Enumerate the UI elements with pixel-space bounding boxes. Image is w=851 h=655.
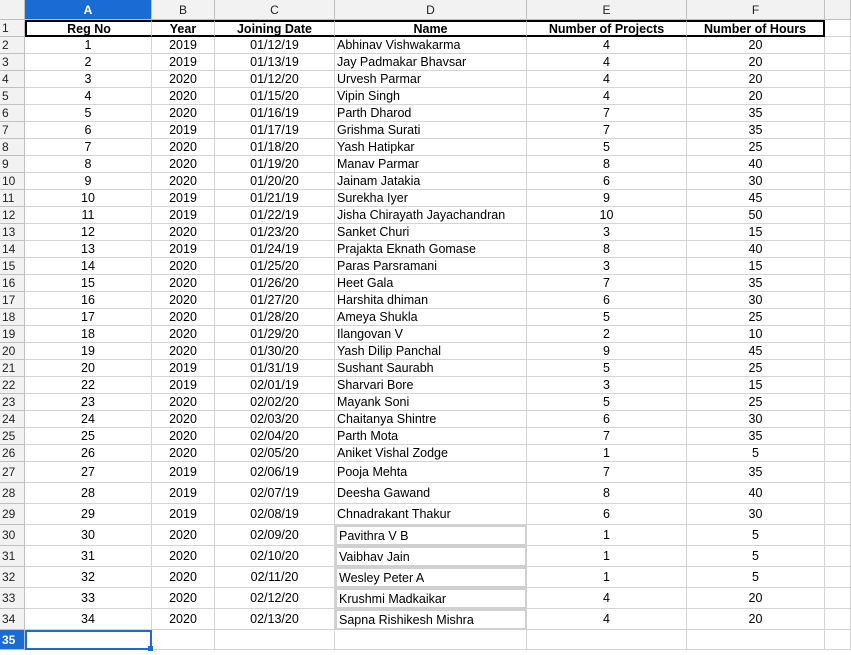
cell-joining-date[interactable]: 01/27/20	[215, 292, 335, 309]
cell-year[interactable]: 2020	[152, 588, 215, 609]
cell-joining-date[interactable]: 01/12/19	[215, 37, 335, 54]
empty-cell[interactable]	[825, 156, 851, 173]
row-header-18[interactable]: 18	[0, 309, 25, 326]
cell-joining-date[interactable]: 02/06/19	[215, 462, 335, 483]
cell-year[interactable]: 2020	[152, 258, 215, 275]
cell-projects[interactable]: 9	[527, 190, 687, 207]
row-header-11[interactable]: 11	[0, 190, 25, 207]
row-header-27[interactable]: 27	[0, 462, 25, 483]
select-all-corner[interactable]	[0, 0, 25, 20]
cell-projects[interactable]: 5	[527, 139, 687, 156]
header-cell-reg-no[interactable]: Reg No	[25, 20, 152, 37]
row-header-10[interactable]: 10	[0, 173, 25, 190]
cell-projects[interactable]: 1	[527, 525, 687, 546]
cell-name[interactable]: Vipin Singh	[335, 88, 527, 105]
cell-year[interactable]: 2020	[152, 411, 215, 428]
cell-name[interactable]: Abhinav Vishwakarma	[335, 37, 527, 54]
cell-name[interactable]: Sanket Churi	[335, 224, 527, 241]
cell-reg-no[interactable]: 33	[25, 588, 152, 609]
cell-joining-date[interactable]: 02/11/20	[215, 567, 335, 588]
cell-projects[interactable]: 5	[527, 309, 687, 326]
row-header-5[interactable]: 5	[0, 88, 25, 105]
empty-cell[interactable]	[825, 258, 851, 275]
row-header-28[interactable]: 28	[0, 483, 25, 504]
cell-joining-date[interactable]: 02/03/20	[215, 411, 335, 428]
cell-joining-date[interactable]: 02/08/19	[215, 504, 335, 525]
cell-reg-no[interactable]: 24	[25, 411, 152, 428]
cell-joining-date[interactable]: 01/19/20	[215, 156, 335, 173]
cell-joining-date[interactable]: 01/15/20	[215, 88, 335, 105]
cell-reg-no[interactable]: 23	[25, 394, 152, 411]
empty-cell[interactable]	[825, 394, 851, 411]
cell-reg-no[interactable]: 16	[25, 292, 152, 309]
cell-projects[interactable]: 4	[527, 54, 687, 71]
empty-cell[interactable]	[825, 630, 851, 650]
cell-projects[interactable]: 6	[527, 411, 687, 428]
cell-projects[interactable]: 7	[527, 122, 687, 139]
cell-name[interactable]: Pavithra V B	[335, 525, 527, 546]
empty-cell[interactable]	[825, 139, 851, 156]
cell-joining-date[interactable]: 01/18/20	[215, 139, 335, 156]
cell-joining-date[interactable]: 01/16/19	[215, 105, 335, 122]
empty-cell[interactable]	[825, 122, 851, 139]
empty-cell[interactable]	[825, 377, 851, 394]
cell-projects[interactable]: 6	[527, 504, 687, 525]
cell-year[interactable]: 2019	[152, 504, 215, 525]
cell-reg-no[interactable]: 9	[25, 173, 152, 190]
cell-projects[interactable]: 10	[527, 207, 687, 224]
cell-joining-date[interactable]: 02/13/20	[215, 609, 335, 630]
cell-name[interactable]: Chnadrakant Thakur	[335, 504, 527, 525]
empty-cell[interactable]	[825, 275, 851, 292]
cell-projects[interactable]: 6	[527, 292, 687, 309]
cell-joining-date[interactable]: 01/23/20	[215, 224, 335, 241]
cell-name[interactable]: Krushmi Madkaikar	[335, 588, 527, 609]
row-header-6[interactable]: 6	[0, 105, 25, 122]
cell-year[interactable]: 2020	[152, 71, 215, 88]
cell-hours[interactable]: 25	[687, 309, 825, 326]
cell-hours[interactable]: 35	[687, 105, 825, 122]
cell-reg-no[interactable]: 31	[25, 546, 152, 567]
cell-reg-no[interactable]: 14	[25, 258, 152, 275]
cell-hours[interactable]: 35	[687, 275, 825, 292]
cell-year[interactable]: 2020	[152, 525, 215, 546]
cell-year[interactable]: 2019	[152, 190, 215, 207]
cell-projects[interactable]: 1	[527, 546, 687, 567]
cell-hours[interactable]: 45	[687, 343, 825, 360]
empty-cell[interactable]	[825, 173, 851, 190]
cell-reg-no[interactable]: 11	[25, 207, 152, 224]
column-header-c[interactable]: C	[215, 0, 335, 20]
row-header-30[interactable]: 30	[0, 525, 25, 546]
cell-projects[interactable]: 3	[527, 224, 687, 241]
cell-hours[interactable]: 15	[687, 258, 825, 275]
empty-cell[interactable]	[825, 241, 851, 258]
row-header-35[interactable]: 35	[0, 630, 25, 650]
row-header-22[interactable]: 22	[0, 377, 25, 394]
cell-reg-no[interactable]: 19	[25, 343, 152, 360]
cell-year[interactable]: 2020	[152, 445, 215, 462]
row-header-12[interactable]: 12	[0, 207, 25, 224]
cell-reg-no[interactable]: 2	[25, 54, 152, 71]
cell-projects[interactable]: 1	[527, 445, 687, 462]
cell-year[interactable]: 2020	[152, 139, 215, 156]
cell-year[interactable]: 2020	[152, 224, 215, 241]
empty-cell[interactable]	[825, 588, 851, 609]
cell-projects[interactable]: 6	[527, 173, 687, 190]
cell-joining-date[interactable]: 01/17/19	[215, 122, 335, 139]
row-header-2[interactable]: 2	[0, 37, 25, 54]
cell-reg-no[interactable]: 25	[25, 428, 152, 445]
cell-name[interactable]: Grishma Surati	[335, 122, 527, 139]
empty-cell[interactable]	[527, 630, 687, 650]
cell-projects[interactable]: 8	[527, 241, 687, 258]
cell-reg-no[interactable]: 13	[25, 241, 152, 258]
row-header-24[interactable]: 24	[0, 411, 25, 428]
cell-name[interactable]: Yash Dilip Panchal	[335, 343, 527, 360]
cell-projects[interactable]: 1	[527, 567, 687, 588]
column-header-d[interactable]: D	[335, 0, 527, 20]
empty-cell[interactable]	[825, 20, 851, 37]
cell-name[interactable]: Sharvari Bore	[335, 377, 527, 394]
cell-hours[interactable]: 40	[687, 483, 825, 504]
cell-year[interactable]: 2019	[152, 37, 215, 54]
empty-cell[interactable]	[825, 71, 851, 88]
empty-cell[interactable]	[335, 630, 527, 650]
cell-joining-date[interactable]: 01/21/19	[215, 190, 335, 207]
cell-reg-no[interactable]: 27	[25, 462, 152, 483]
cell-year[interactable]: 2020	[152, 567, 215, 588]
cell-name[interactable]: Parth Mota	[335, 428, 527, 445]
cell-year[interactable]: 2020	[152, 292, 215, 309]
cell-reg-no[interactable]: 10	[25, 190, 152, 207]
cell-name[interactable]: Sushant Saurabh	[335, 360, 527, 377]
cell-hours[interactable]: 25	[687, 360, 825, 377]
cell-projects[interactable]: 7	[527, 105, 687, 122]
empty-cell[interactable]	[825, 411, 851, 428]
cell-hours[interactable]: 30	[687, 173, 825, 190]
cell-year[interactable]: 2020	[152, 428, 215, 445]
cell-hours[interactable]: 10	[687, 326, 825, 343]
cell-hours[interactable]: 50	[687, 207, 825, 224]
cell-reg-no[interactable]: 28	[25, 483, 152, 504]
cell-reg-no[interactable]: 29	[25, 504, 152, 525]
cell-reg-no[interactable]: 12	[25, 224, 152, 241]
column-header-f[interactable]: F	[687, 0, 825, 20]
empty-cell[interactable]	[825, 54, 851, 71]
cell-name[interactable]: Jainam Jatakia	[335, 173, 527, 190]
cell-hours[interactable]: 15	[687, 377, 825, 394]
cell-joining-date[interactable]: 02/07/19	[215, 483, 335, 504]
cell-year[interactable]: 2020	[152, 275, 215, 292]
cell-joining-date[interactable]: 02/05/20	[215, 445, 335, 462]
row-header-1[interactable]: 1	[0, 20, 25, 37]
cell-projects[interactable]: 9	[527, 343, 687, 360]
cell-hours[interactable]: 5	[687, 567, 825, 588]
header-cell-year[interactable]: Year	[152, 20, 215, 37]
cell-year[interactable]: 2020	[152, 609, 215, 630]
cell-projects[interactable]: 3	[527, 258, 687, 275]
cell-reg-no[interactable]: 17	[25, 309, 152, 326]
cell-projects[interactable]: 8	[527, 156, 687, 173]
cell-hours[interactable]: 20	[687, 71, 825, 88]
cell-hours[interactable]: 20	[687, 37, 825, 54]
empty-cell[interactable]	[825, 525, 851, 546]
cell-joining-date[interactable]: 01/29/20	[215, 326, 335, 343]
row-header-21[interactable]: 21	[0, 360, 25, 377]
cell-hours[interactable]: 35	[687, 462, 825, 483]
empty-cell[interactable]	[825, 326, 851, 343]
cell-hours[interactable]: 40	[687, 156, 825, 173]
cell-joining-date[interactable]: 02/04/20	[215, 428, 335, 445]
cell-name[interactable]: Sapna Rishikesh Mishra	[335, 609, 527, 630]
cell-joining-date[interactable]: 01/28/20	[215, 309, 335, 326]
cell-year[interactable]: 2020	[152, 546, 215, 567]
cell-name[interactable]: Mayank Soni	[335, 394, 527, 411]
cell-hours[interactable]: 35	[687, 428, 825, 445]
cell-hours[interactable]: 20	[687, 609, 825, 630]
cell-projects[interactable]: 4	[527, 37, 687, 54]
cell-reg-no[interactable]: 7	[25, 139, 152, 156]
row-header-34[interactable]: 34	[0, 609, 25, 630]
cell-reg-no[interactable]: 20	[25, 360, 152, 377]
row-header-19[interactable]: 19	[0, 326, 25, 343]
cell-hours[interactable]: 20	[687, 88, 825, 105]
column-header-e[interactable]: E	[527, 0, 687, 20]
cell-joining-date[interactable]: 02/12/20	[215, 588, 335, 609]
empty-cell[interactable]	[825, 504, 851, 525]
selected-cell-cursor[interactable]	[25, 630, 152, 650]
cell-projects[interactable]: 7	[527, 428, 687, 445]
empty-cell[interactable]	[152, 630, 215, 650]
cell-reg-no[interactable]: 26	[25, 445, 152, 462]
row-header-17[interactable]: 17	[0, 292, 25, 309]
cell-hours[interactable]: 5	[687, 546, 825, 567]
cell-hours[interactable]: 5	[687, 525, 825, 546]
cell-name[interactable]: Prajakta Eknath Gomase	[335, 241, 527, 258]
cell-name[interactable]: Paras Parsramani	[335, 258, 527, 275]
row-header-25[interactable]: 25	[0, 428, 25, 445]
cell-hours[interactable]: 30	[687, 292, 825, 309]
cell-projects[interactable]: 7	[527, 462, 687, 483]
cell-year[interactable]: 2020	[152, 173, 215, 190]
cell-joining-date[interactable]: 01/30/20	[215, 343, 335, 360]
column-header-g[interactable]	[825, 0, 851, 20]
cell-name[interactable]: Aniket Vishal Zodge	[335, 445, 527, 462]
row-header-3[interactable]: 3	[0, 54, 25, 71]
cell-year[interactable]: 2020	[152, 394, 215, 411]
empty-cell[interactable]	[825, 88, 851, 105]
cell-year[interactable]: 2019	[152, 207, 215, 224]
row-header-32[interactable]: 32	[0, 567, 25, 588]
cell-joining-date[interactable]: 02/09/20	[215, 525, 335, 546]
cell-year[interactable]: 2020	[152, 156, 215, 173]
cell-year[interactable]: 2019	[152, 377, 215, 394]
cell-joining-date[interactable]: 01/25/20	[215, 258, 335, 275]
cell-name[interactable]: Surekha Iyer	[335, 190, 527, 207]
cell-reg-no[interactable]: 32	[25, 567, 152, 588]
cell-name[interactable]: Parth Dharod	[335, 105, 527, 122]
header-cell-joining-date[interactable]: Joining Date	[215, 20, 335, 37]
cell-name[interactable]: Pooja Mehta	[335, 462, 527, 483]
cell-projects[interactable]: 5	[527, 360, 687, 377]
cell-year[interactable]: 2019	[152, 462, 215, 483]
row-header-15[interactable]: 15	[0, 258, 25, 275]
empty-cell[interactable]	[687, 630, 825, 650]
cell-name[interactable]: Harshita dhiman	[335, 292, 527, 309]
cell-reg-no[interactable]: 8	[25, 156, 152, 173]
row-header-13[interactable]: 13	[0, 224, 25, 241]
cell-year[interactable]: 2019	[152, 483, 215, 504]
cell-joining-date[interactable]: 02/02/20	[215, 394, 335, 411]
cell-joining-date[interactable]: 01/20/20	[215, 173, 335, 190]
cell-projects[interactable]: 4	[527, 609, 687, 630]
row-header-16[interactable]: 16	[0, 275, 25, 292]
cell-name[interactable]: Wesley Peter A	[335, 567, 527, 588]
empty-cell[interactable]	[825, 343, 851, 360]
empty-cell[interactable]	[825, 567, 851, 588]
row-header-9[interactable]: 9	[0, 156, 25, 173]
cell-year[interactable]: 2020	[152, 326, 215, 343]
cell-name[interactable]: Heet Gala	[335, 275, 527, 292]
cell-year[interactable]: 2019	[152, 241, 215, 258]
empty-cell[interactable]	[825, 428, 851, 445]
cell-projects[interactable]: 4	[527, 588, 687, 609]
empty-cell[interactable]	[825, 609, 851, 630]
cell-hours[interactable]: 30	[687, 411, 825, 428]
cell-reg-no[interactable]: 15	[25, 275, 152, 292]
empty-cell[interactable]	[825, 190, 851, 207]
cell-year[interactable]: 2019	[152, 54, 215, 71]
header-cell-number-of-hours[interactable]: Number of Hours	[687, 20, 825, 37]
cell-projects[interactable]: 2	[527, 326, 687, 343]
empty-cell[interactable]	[825, 292, 851, 309]
cell-name[interactable]: Jay Padmakar Bhavsar	[335, 54, 527, 71]
cell-reg-no[interactable]: 1	[25, 37, 152, 54]
cell-hours[interactable]: 40	[687, 241, 825, 258]
empty-cell[interactable]	[825, 207, 851, 224]
cell-year[interactable]: 2020	[152, 88, 215, 105]
header-cell-name[interactable]: Name	[335, 20, 527, 37]
cell-projects[interactable]: 8	[527, 483, 687, 504]
cell-hours[interactable]: 20	[687, 588, 825, 609]
cell-name[interactable]: Urvesh Parmar	[335, 71, 527, 88]
cell-year[interactable]: 2019	[152, 360, 215, 377]
cell-name[interactable]: Chaitanya Shintre	[335, 411, 527, 428]
header-cell-number-of-projects[interactable]: Number of Projects	[527, 20, 687, 37]
cell-reg-no[interactable]: 34	[25, 609, 152, 630]
row-header-29[interactable]: 29	[0, 504, 25, 525]
empty-cell[interactable]	[825, 37, 851, 54]
row-header-23[interactable]: 23	[0, 394, 25, 411]
cell-joining-date[interactable]: 01/24/19	[215, 241, 335, 258]
cell-year[interactable]: 2020	[152, 343, 215, 360]
cell-name[interactable]: Manav Parmar	[335, 156, 527, 173]
empty-cell[interactable]	[825, 309, 851, 326]
cell-name[interactable]: Jisha Chirayath Jayachandran	[335, 207, 527, 224]
cell-reg-no[interactable]: 30	[25, 525, 152, 546]
cell-reg-no[interactable]: 18	[25, 326, 152, 343]
row-header-7[interactable]: 7	[0, 122, 25, 139]
cell-hours[interactable]: 25	[687, 394, 825, 411]
empty-cell[interactable]	[825, 105, 851, 122]
cell-joining-date[interactable]: 01/22/19	[215, 207, 335, 224]
cell-joining-date[interactable]: 01/31/19	[215, 360, 335, 377]
cell-hours[interactable]: 25	[687, 139, 825, 156]
cell-hours[interactable]: 15	[687, 224, 825, 241]
cell-projects[interactable]: 4	[527, 88, 687, 105]
cell-projects[interactable]: 5	[527, 394, 687, 411]
empty-cell[interactable]	[215, 630, 335, 650]
empty-cell[interactable]	[825, 462, 851, 483]
row-header-26[interactable]: 26	[0, 445, 25, 462]
cell-year[interactable]: 2019	[152, 122, 215, 139]
cell-reg-no[interactable]: 5	[25, 105, 152, 122]
row-header-31[interactable]: 31	[0, 546, 25, 567]
cell-joining-date[interactable]: 02/01/19	[215, 377, 335, 394]
cell-joining-date[interactable]: 01/13/19	[215, 54, 335, 71]
row-header-8[interactable]: 8	[0, 139, 25, 156]
cell-reg-no[interactable]: 3	[25, 71, 152, 88]
cell-hours[interactable]: 30	[687, 504, 825, 525]
cell-hours[interactable]: 35	[687, 122, 825, 139]
cell-year[interactable]: 2020	[152, 105, 215, 122]
cell-name[interactable]: Ameya Shukla	[335, 309, 527, 326]
cell-name[interactable]: Vaibhav Jain	[335, 546, 527, 567]
cell-year[interactable]: 2020	[152, 309, 215, 326]
empty-cell[interactable]	[825, 360, 851, 377]
cell-reg-no[interactable]: 22	[25, 377, 152, 394]
empty-cell[interactable]	[825, 445, 851, 462]
cell-projects[interactable]: 4	[527, 71, 687, 88]
row-header-14[interactable]: 14	[0, 241, 25, 258]
cell-name[interactable]: Yash Hatipkar	[335, 139, 527, 156]
cell-hours[interactable]: 20	[687, 54, 825, 71]
row-header-4[interactable]: 4	[0, 71, 25, 88]
cell-projects[interactable]: 3	[527, 377, 687, 394]
empty-cell[interactable]	[825, 546, 851, 567]
empty-cell[interactable]	[825, 224, 851, 241]
column-header-b[interactable]: B	[152, 0, 215, 20]
column-header-a[interactable]: A	[25, 0, 152, 20]
cell-name[interactable]: Deesha Gawand	[335, 483, 527, 504]
row-header-33[interactable]: 33	[0, 588, 25, 609]
empty-cell[interactable]	[825, 483, 851, 504]
row-header-20[interactable]: 20	[0, 343, 25, 360]
cell-reg-no[interactable]: 6	[25, 122, 152, 139]
fill-handle[interactable]	[148, 646, 153, 651]
cell-hours[interactable]: 5	[687, 445, 825, 462]
cell-reg-no[interactable]: 4	[25, 88, 152, 105]
cell-projects[interactable]: 7	[527, 275, 687, 292]
cell-joining-date[interactable]: 01/26/20	[215, 275, 335, 292]
cell-name[interactable]: Ilangovan V	[335, 326, 527, 343]
cell-joining-date[interactable]: 01/12/20	[215, 71, 335, 88]
cell-hours[interactable]: 45	[687, 190, 825, 207]
cell-joining-date[interactable]: 02/10/20	[215, 546, 335, 567]
